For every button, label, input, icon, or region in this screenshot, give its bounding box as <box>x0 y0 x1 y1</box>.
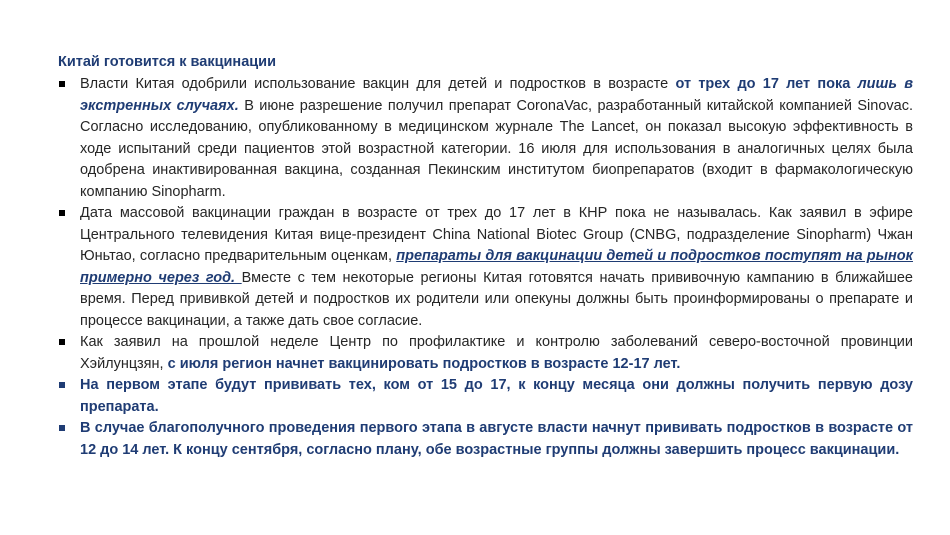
square-bullet-icon <box>59 81 65 87</box>
square-bullet-icon <box>59 382 65 388</box>
square-bullet-icon <box>59 339 65 345</box>
bullet2-text-b: Вместе с тем некоторые регионы Китая готовятся начать прививочную кампанию в ближайшее время. Перед прививкой детей и подростков их родители или опекуны должны быть проинформированы о препарате и процессе вакцинации, а также дать свое согласие. <box>80 269 913 329</box>
bullet-item-approval <box>58 74 913 203</box>
bullet2-bold-italic-underline: препараты для вакцинации детей и подростков поступят на рынок примерно через год. <box>80 248 913 286</box>
square-bullet-icon <box>59 425 65 431</box>
bullet-item-first-stage <box>58 375 913 418</box>
bullet-list <box>58 74 913 461</box>
bullet1-bold-italic-a: лишь в экстренных случаях. <box>80 76 913 114</box>
bullet-item-mass-vaccination-date <box>58 203 913 332</box>
bullet2-text-a: Дата массовой вакцинации граждан в возрасте от трех до 17 лет в КНР пока не называлась. Как заявил в эфире Центрального телевидения Китая вице-президент China National Biotec Group (CNBG, подразделение Sinopharm) Чжан Юньтао, согласно предварительным оценкам, <box>80 205 913 264</box>
bullet4-text: На первом этапе будут прививать тех, ком от 15 до 17, к концу месяца они должны получить первую дозу препарата. <box>80 377 913 415</box>
bullet1-bold-a: от трех до 17 лет пока <box>675 76 858 92</box>
bullet1-text-a: Власти Китая одобрили использование вакцин для детей и подростков в возрасте <box>80 76 676 92</box>
square-bullet-icon <box>59 210 65 216</box>
bullet5-text: В случае благополучного проведения первого этапа в августе власти начнут прививать подростков в возрасте от 12 до 14 лет. К концу сентября, согласно плану, обе возрастные группы должны завершить процесс вакцинации. <box>80 420 913 458</box>
bullet-item-second-stage <box>58 418 913 461</box>
bullet3-text-a: Как заявил на прошлой неделе Центр по профилактике и контролю заболеваний северо-восточной провинции Хэйлунцзян, <box>80 334 913 372</box>
slide-heading: Китай готовится к вакцинации <box>58 54 276 70</box>
slide-content <box>58 52 913 461</box>
bullet3-bold-a: с июля регион начнет вакцинировать подростков в возрасте 12-17 лет. <box>167 355 681 372</box>
bullet-item-heilongjiang <box>58 332 913 375</box>
bullet1-text-b: В июне разрешение получил препарат CoronaVac, разработанный китайской компанией Sinovac. Согласно исследованию, опубликованному в медицинском журнале The Lancet, он показал высокую эффективность в ходе испытаний среди пациентов этой возрастной категории. 16 июля для использования в аналогичных целях была одобрена инактивированная вакцина, созданная Пекинским институтом биопрепаратов (входит в фармакологическую компанию Sinopharm. <box>80 97 913 200</box>
